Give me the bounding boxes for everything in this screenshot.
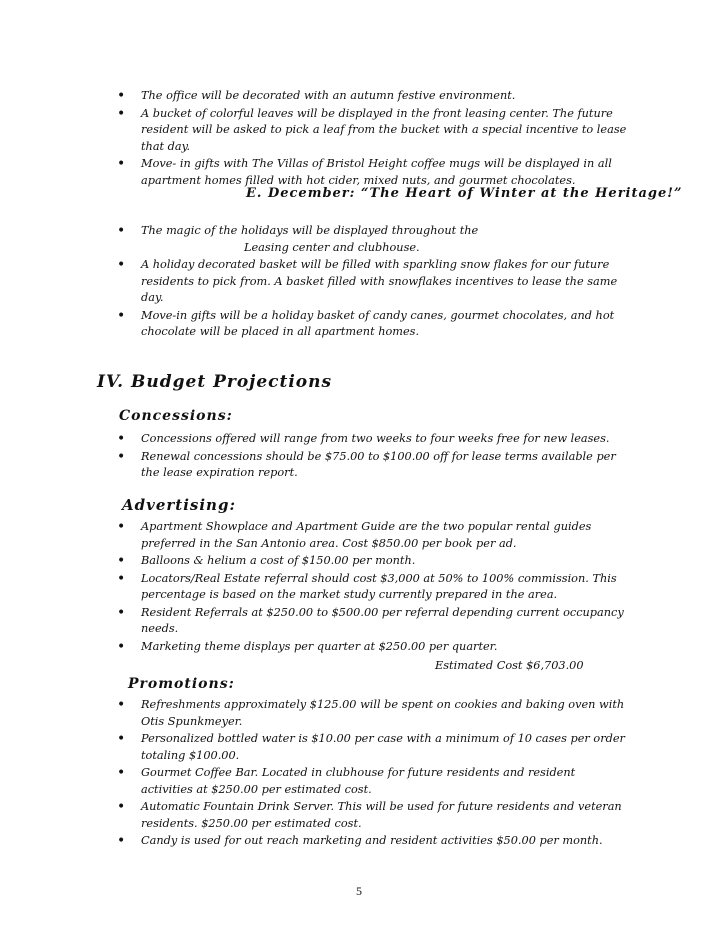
page-number: 5 — [356, 884, 362, 898]
list-item: • Marketing theme displays per quarter at $250.00 per quarter. — [117, 639, 627, 656]
promotions-heading: Promotions: — [128, 676, 235, 692]
december-bullet-list — [117, 223, 637, 342]
list-item: • Apartment Showplace and Apartment Guide are the two popular rental guides preferred in the San Antonio area. Cost $850.00 per book per ad. — [117, 519, 627, 552]
list-item: • A holiday decorated basket will be filled with sparkling snow flakes for our future residents to pick from. A basket filled with snowflakes incentives to lease the same day. — [117, 257, 637, 307]
concessions-heading: Concessions: — [119, 408, 233, 424]
autumn-bullet-list — [117, 88, 637, 190]
budget-projections-heading: IV. Budget Projections — [97, 372, 333, 392]
list-item — [117, 223, 637, 256]
list-item: • Move- in gifts with The Villas of Bristol Height coffee mugs will be displayed in all apartment homes filled with hot cider, mixed nuts, and gourmet chocolates. — [117, 156, 637, 189]
list-item: • Gourmet Coffee Bar. Located in clubhouse for future residents and resident activities at $250.00 per estimated cost. — [117, 765, 627, 798]
advertising-bullet-list — [117, 519, 627, 656]
list-item: • Renewal concessions should be $75.00 to $100.00 off for lease terms available per the lease expiration report. — [117, 449, 627, 482]
list-item: • Refreshments approximately $125.00 will be spent on cookies and baking oven with Otis Spunkmeyer. — [117, 697, 627, 730]
advertising-heading: Advertising: — [122, 496, 236, 514]
list-item: • Automatic Fountain Drink Server. This will be used for future residents and veteran residents. $250.00 per estimated cost. — [117, 799, 627, 832]
estimated-cost: Estimated Cost $6,703.00 — [435, 659, 584, 672]
list-item: • Locators/Real Estate referral should cost $3,000 at 50% to 100% commission. This percentage is based on the market study currently prepared in the area. — [117, 571, 627, 604]
december-bullet-line-1: The magic of the holidays will be displayed throughout the — [141, 224, 479, 237]
list-item: • Resident Referrals at $250.00 to $500.00 per referral depending current occupancy needs. — [117, 605, 627, 638]
list-item: • The office will be decorated with an autumn festive environment. — [117, 88, 637, 105]
list-item: • Personalized bottled water is $10.00 per case with a minimum of 10 cases per order totaling $100.00. — [117, 731, 627, 764]
list-item: • Concessions offered will range from two weeks to four weeks free for new leases. — [117, 431, 627, 448]
list-item: • Balloons & helium a cost of $150.00 per month. — [117, 553, 627, 570]
list-item: • A bucket of colorful leaves will be displayed in the front leasing center. The future resident will be asked to pick a leaf from the bucket with a special incentive to lease that day. — [117, 106, 637, 156]
list-item: • Move-in gifts will be a holiday basket of candy canes, gourmet chocolates, and hot chocolate will be placed in all apartment homes. — [117, 308, 637, 341]
december-bullet-line-2: Leasing center and clubhouse. — [244, 240, 420, 254]
list-item: • Candy is used for out reach marketing and resident activities $50.00 per month. — [117, 833, 627, 850]
concessions-bullet-list — [117, 431, 627, 483]
december-heading: E. December: “The Heart of Winter at the Heritage!” — [246, 186, 683, 201]
promotions-bullet-list — [117, 697, 627, 851]
